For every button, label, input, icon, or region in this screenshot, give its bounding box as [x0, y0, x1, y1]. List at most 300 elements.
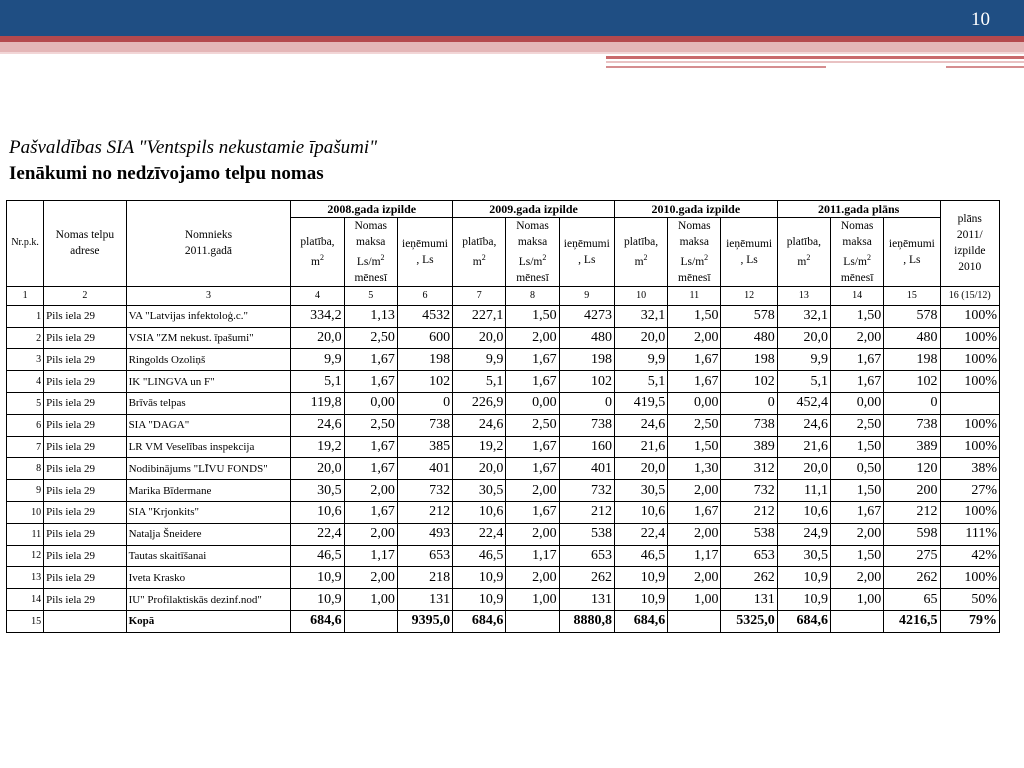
- row-number: 9: [7, 480, 44, 502]
- row-value: 1,50: [506, 305, 559, 327]
- row-value: 198: [884, 349, 940, 371]
- row-percent: 100%: [940, 371, 999, 393]
- row-value: 738: [397, 414, 452, 436]
- row-value: 2,00: [506, 523, 559, 545]
- row-address: Pils iela 29: [44, 545, 126, 567]
- row-value: 2,00: [668, 523, 721, 545]
- header-plan: plāns 2011/ izpilde 2010: [940, 201, 999, 287]
- row-value: 538: [721, 523, 777, 545]
- header-group-2009: 2009.gada izpilde: [453, 201, 615, 218]
- row-value: 9,9: [453, 349, 506, 371]
- row-value: 10,9: [453, 567, 506, 589]
- row-percent: 42%: [940, 545, 999, 567]
- row-value: 1,67: [831, 502, 884, 524]
- row-percent: 100%: [940, 349, 999, 371]
- table-row: [7, 371, 1000, 393]
- row-value: 10,6: [777, 502, 830, 524]
- row-value: 0,00: [344, 393, 397, 415]
- header-area: platība, $m^2$: [614, 218, 667, 287]
- row-value: 24,6: [777, 414, 830, 436]
- row-value: 334,2: [291, 305, 344, 327]
- row-value: 19,2: [453, 436, 506, 458]
- column-number: 6: [397, 286, 452, 305]
- row-value: 1,67: [344, 502, 397, 524]
- row-value: 653: [721, 545, 777, 567]
- row-percent: 100%: [940, 567, 999, 589]
- table-row: [7, 567, 1000, 589]
- row-number: 8: [7, 458, 44, 480]
- row-address: Pils iela 29: [44, 502, 126, 524]
- row-percent: 100%: [940, 305, 999, 327]
- row-value: 389: [721, 436, 777, 458]
- row-percent: [940, 393, 999, 415]
- row-value: 212: [721, 502, 777, 524]
- row-tenant: Brīvās telpas: [126, 393, 291, 415]
- decor-stripe: [946, 66, 1024, 68]
- row-value: 24,6: [453, 414, 506, 436]
- table-row: [7, 393, 1000, 415]
- row-value: 4273: [559, 305, 614, 327]
- row-number: 14: [7, 589, 44, 611]
- row-address: Pils iela 29: [44, 589, 126, 611]
- row-number: 7: [7, 436, 44, 458]
- row-value: 10,6: [453, 502, 506, 524]
- decor-stripe: [606, 61, 1024, 63]
- row-value: 198: [721, 349, 777, 371]
- row-value: 0,50: [831, 458, 884, 480]
- title-bar: [0, 0, 1024, 36]
- row-value: 2,00: [344, 480, 397, 502]
- total-value: [668, 610, 721, 632]
- total-value: 684,6: [291, 610, 344, 632]
- row-value: 2,50: [506, 414, 559, 436]
- table-row: [7, 458, 1000, 480]
- row-value: 1,50: [668, 436, 721, 458]
- header-group-row: [7, 201, 1000, 218]
- row-value: 1,50: [831, 436, 884, 458]
- row-value: 212: [559, 502, 614, 524]
- row-address: Pils iela 29: [44, 414, 126, 436]
- row-value: 493: [397, 523, 452, 545]
- row-tenant: Tautas skaitīšanai: [126, 545, 291, 567]
- header-tenant: Nomnieks 2011.gadā: [126, 201, 291, 287]
- row-value: 1,30: [668, 458, 721, 480]
- row-value: 1,67: [344, 436, 397, 458]
- row-value: 4532: [397, 305, 452, 327]
- table-row: [7, 327, 1000, 349]
- column-number: 1: [7, 286, 44, 305]
- column-number: 2: [44, 286, 126, 305]
- row-value: 1,17: [344, 545, 397, 567]
- row-value: 1,67: [344, 458, 397, 480]
- row-number: 3: [7, 349, 44, 371]
- row-value: 578: [884, 305, 940, 327]
- row-value: 22,4: [453, 523, 506, 545]
- column-number: 14: [831, 286, 884, 305]
- table-row: [7, 436, 1000, 458]
- row-value: 2,00: [668, 480, 721, 502]
- row-number: 11: [7, 523, 44, 545]
- header-area: platība, $m^2$: [291, 218, 344, 287]
- row-value: 0: [397, 393, 452, 415]
- row-value: 1,67: [831, 371, 884, 393]
- row-value: 24,9: [777, 523, 830, 545]
- row-tenant: LR VM Veselības inspekcija: [126, 436, 291, 458]
- column-number: 7: [453, 286, 506, 305]
- row-value: 0: [559, 393, 614, 415]
- header-address: Nomas telpu adrese: [44, 201, 126, 287]
- row-address: Pils iela 29: [44, 305, 126, 327]
- total-value: 684,6: [777, 610, 830, 632]
- row-value: 2,50: [831, 414, 884, 436]
- row-value: 30,5: [453, 480, 506, 502]
- row-value: 20,0: [291, 458, 344, 480]
- decor-stripe: [606, 56, 1024, 59]
- row-value: 2,00: [344, 523, 397, 545]
- table-row: [7, 545, 1000, 567]
- row-percent: 27%: [940, 480, 999, 502]
- slide-number: 10: [971, 9, 990, 30]
- column-number: 15: [884, 286, 940, 305]
- row-value: 24,6: [291, 414, 344, 436]
- column-number: 4: [291, 286, 344, 305]
- row-address: Pils iela 29: [44, 436, 126, 458]
- row-value: 46,5: [453, 545, 506, 567]
- row-value: 653: [397, 545, 452, 567]
- total-value: 684,6: [453, 610, 506, 632]
- row-number: 5: [7, 393, 44, 415]
- decor-stripe: [0, 42, 1024, 52]
- header-income: ieņēmumi , Ls: [884, 218, 940, 287]
- column-number: 11: [668, 286, 721, 305]
- row-value: 1,67: [506, 349, 559, 371]
- total-blank: [44, 610, 126, 632]
- row-value: 1,67: [506, 436, 559, 458]
- column-number: 16 (15/12): [940, 286, 999, 305]
- row-value: 11,1: [777, 480, 830, 502]
- row-value: 20,0: [614, 458, 667, 480]
- row-value: 275: [884, 545, 940, 567]
- row-tenant: IU" Profilaktiskās dezinf.nod": [126, 589, 291, 611]
- row-address: Pils iela 29: [44, 567, 126, 589]
- row-value: 738: [559, 414, 614, 436]
- row-value: 401: [559, 458, 614, 480]
- row-address: Pils iela 29: [44, 480, 126, 502]
- row-value: 0,00: [506, 393, 559, 415]
- header-group-2010: 2010.gada izpilde: [614, 201, 777, 218]
- row-value: 22,4: [291, 523, 344, 545]
- row-value: 480: [559, 327, 614, 349]
- row-number: 6: [7, 414, 44, 436]
- row-value: 452,4: [777, 393, 830, 415]
- row-value: 1,13: [344, 305, 397, 327]
- row-address: Pils iela 29: [44, 371, 126, 393]
- row-value: 46,5: [291, 545, 344, 567]
- header-rate: Nomas maksa $Ls/m^2$ mēnesī: [506, 218, 559, 287]
- row-value: 19,2: [291, 436, 344, 458]
- row-value: 732: [397, 480, 452, 502]
- row-tenant: SIA "Krjonkits": [126, 502, 291, 524]
- row-value: 653: [559, 545, 614, 567]
- row-value: 32,1: [614, 305, 667, 327]
- row-value: 578: [721, 305, 777, 327]
- row-value: 65: [884, 589, 940, 611]
- row-value: 20,0: [453, 327, 506, 349]
- row-value: 5,1: [291, 371, 344, 393]
- total-value: 4216,5: [884, 610, 940, 632]
- row-value: 20,0: [777, 458, 830, 480]
- total-value: [344, 610, 397, 632]
- column-number: 13: [777, 286, 830, 305]
- row-value: 1,50: [668, 305, 721, 327]
- row-value: 1,67: [506, 458, 559, 480]
- row-value: 30,5: [614, 480, 667, 502]
- row-number: 13: [7, 567, 44, 589]
- row-percent: 100%: [940, 436, 999, 458]
- row-value: 131: [721, 589, 777, 611]
- row-value: 24,6: [614, 414, 667, 436]
- row-value: 1,67: [831, 349, 884, 371]
- row-tenant: Nataļja Šneidere: [126, 523, 291, 545]
- row-value: 32,1: [777, 305, 830, 327]
- total-percent: 79%: [940, 610, 999, 632]
- row-address: Pils iela 29: [44, 458, 126, 480]
- row-value: 200: [884, 480, 940, 502]
- total-row: [7, 610, 1000, 632]
- header-rate: Nomas maksa $Ls/m^2$ mēnesī: [344, 218, 397, 287]
- header-area: platība, $m^2$: [777, 218, 830, 287]
- total-value: 5325,0: [721, 610, 777, 632]
- row-value: 1,17: [506, 545, 559, 567]
- row-value: 1,67: [668, 502, 721, 524]
- row-value: 312: [721, 458, 777, 480]
- table-row: [7, 349, 1000, 371]
- total-label: Kopā: [126, 610, 291, 632]
- header-rate: Nomas maksa $Ls/m^2$ mēnesī: [668, 218, 721, 287]
- row-value: 1,67: [344, 371, 397, 393]
- row-value: 30,5: [291, 480, 344, 502]
- row-value: 401: [397, 458, 452, 480]
- row-value: 2,00: [344, 567, 397, 589]
- row-value: 538: [559, 523, 614, 545]
- row-value: 1,67: [344, 349, 397, 371]
- row-value: 198: [559, 349, 614, 371]
- row-value: 2,00: [506, 480, 559, 502]
- header-group-2011: 2011.gada plāns: [777, 201, 940, 218]
- row-value: 10,9: [777, 567, 830, 589]
- row-tenant: SIA "DAGA": [126, 414, 291, 436]
- row-value: 9,9: [614, 349, 667, 371]
- row-value: 212: [884, 502, 940, 524]
- row-value: 5,1: [777, 371, 830, 393]
- row-value: 0: [884, 393, 940, 415]
- row-value: 9,9: [291, 349, 344, 371]
- header-group-2008: 2008.gada izpilde: [291, 201, 453, 218]
- row-value: 600: [397, 327, 452, 349]
- row-value: 2,00: [831, 567, 884, 589]
- row-value: 102: [721, 371, 777, 393]
- row-value: 5,1: [453, 371, 506, 393]
- row-value: 20,0: [453, 458, 506, 480]
- row-percent: 100%: [940, 327, 999, 349]
- total-value: [831, 610, 884, 632]
- row-value: 1,50: [831, 545, 884, 567]
- row-value: 1,00: [506, 589, 559, 611]
- total-value: 9395,0: [397, 610, 452, 632]
- row-value: 119,8: [291, 393, 344, 415]
- rental-income-table: [6, 200, 1000, 633]
- row-tenant: Ringolds Ozoliņš: [126, 349, 291, 371]
- row-address: Pils iela 29: [44, 349, 126, 371]
- row-value: 9,9: [777, 349, 830, 371]
- row-value: 22,4: [614, 523, 667, 545]
- decor-stripe: [606, 66, 826, 68]
- row-percent: 50%: [940, 589, 999, 611]
- row-value: 21,6: [777, 436, 830, 458]
- table-row: [7, 523, 1000, 545]
- total-value: [506, 610, 559, 632]
- row-tenant: Marika Bīdermane: [126, 480, 291, 502]
- total-number: 15: [7, 610, 44, 632]
- row-value: 2,00: [506, 567, 559, 589]
- row-value: 198: [397, 349, 452, 371]
- header-rate: Nomas maksa $Ls/m^2$ mēnesī: [831, 218, 884, 287]
- row-value: 227,1: [453, 305, 506, 327]
- row-value: 1,67: [506, 502, 559, 524]
- row-number: 10: [7, 502, 44, 524]
- row-value: 21,6: [614, 436, 667, 458]
- row-value: 389: [884, 436, 940, 458]
- row-value: 1,50: [831, 305, 884, 327]
- row-value: 5,1: [614, 371, 667, 393]
- row-value: 1,00: [831, 589, 884, 611]
- total-value: 8880,8: [559, 610, 614, 632]
- header-income: ieņēmumi , Ls: [559, 218, 614, 287]
- row-percent: 38%: [940, 458, 999, 480]
- row-tenant: VSIA "ZM nekust. īpašumi": [126, 327, 291, 349]
- row-percent: 111%: [940, 523, 999, 545]
- row-value: 20,0: [777, 327, 830, 349]
- column-number: 3: [126, 286, 291, 305]
- row-value: 160: [559, 436, 614, 458]
- row-number: 2: [7, 327, 44, 349]
- row-value: 732: [559, 480, 614, 502]
- row-value: 102: [397, 371, 452, 393]
- row-value: 10,9: [614, 567, 667, 589]
- row-value: 732: [721, 480, 777, 502]
- row-value: 262: [721, 567, 777, 589]
- row-value: 0,00: [668, 393, 721, 415]
- row-value: 2,00: [506, 327, 559, 349]
- column-number-row: [7, 286, 1000, 305]
- organization-title: Pašvaldības SIA "Ventspils nekustamie īpašumi": [9, 137, 378, 158]
- row-value: 30,5: [777, 545, 830, 567]
- table-row: [7, 502, 1000, 524]
- row-value: 1,00: [344, 589, 397, 611]
- row-value: 1,00: [668, 589, 721, 611]
- row-value: 738: [884, 414, 940, 436]
- row-value: 598: [884, 523, 940, 545]
- row-value: 738: [721, 414, 777, 436]
- row-value: 2,00: [668, 327, 721, 349]
- row-value: 0: [721, 393, 777, 415]
- row-value: 2,50: [344, 327, 397, 349]
- header-income: ieņēmumi , Ls: [397, 218, 452, 287]
- row-value: 131: [397, 589, 452, 611]
- row-value: 120: [884, 458, 940, 480]
- row-value: 262: [559, 567, 614, 589]
- page-title: Ienākumi no nedzīvojamo telpu nomas: [9, 163, 324, 184]
- table-row: [7, 480, 1000, 502]
- row-value: 10,9: [453, 589, 506, 611]
- row-value: 385: [397, 436, 452, 458]
- row-value: 2,50: [668, 414, 721, 436]
- row-value: 1,67: [668, 349, 721, 371]
- row-value: 2,00: [668, 567, 721, 589]
- row-value: 102: [559, 371, 614, 393]
- row-address: Pils iela 29: [44, 327, 126, 349]
- row-value: 131: [559, 589, 614, 611]
- row-value: 10,6: [614, 502, 667, 524]
- row-value: 218: [397, 567, 452, 589]
- row-number: 4: [7, 371, 44, 393]
- row-value: 212: [397, 502, 452, 524]
- row-value: 10,9: [777, 589, 830, 611]
- row-tenant: Nodibinājums "LĪVU FONDS": [126, 458, 291, 480]
- row-value: 2,00: [831, 327, 884, 349]
- row-number: 1: [7, 305, 44, 327]
- row-address: Pils iela 29: [44, 393, 126, 415]
- row-value: 2,00: [831, 523, 884, 545]
- row-value: 1,17: [668, 545, 721, 567]
- header-nr: Nr.p.k.: [7, 201, 44, 287]
- row-value: 480: [721, 327, 777, 349]
- row-value: 262: [884, 567, 940, 589]
- row-value: 10,9: [291, 589, 344, 611]
- row-value: 419,5: [614, 393, 667, 415]
- row-value: 20,0: [291, 327, 344, 349]
- column-number: 10: [614, 286, 667, 305]
- row-value: 102: [884, 371, 940, 393]
- row-value: 0,00: [831, 393, 884, 415]
- row-value: 10,6: [291, 502, 344, 524]
- column-number: 5: [344, 286, 397, 305]
- row-value: 2,50: [344, 414, 397, 436]
- table-row: [7, 305, 1000, 327]
- row-tenant: IK "LINGVA un F": [126, 371, 291, 393]
- header-area: platība, $m^2$: [453, 218, 506, 287]
- row-value: 1,67: [668, 371, 721, 393]
- row-percent: 100%: [940, 414, 999, 436]
- table-row: [7, 589, 1000, 611]
- row-number: 12: [7, 545, 44, 567]
- row-value: 1,50: [831, 480, 884, 502]
- row-value: 46,5: [614, 545, 667, 567]
- table-row: [7, 414, 1000, 436]
- total-value: 684,6: [614, 610, 667, 632]
- row-tenant: VA "Latvijas infektoloģ.c.": [126, 305, 291, 327]
- row-value: 480: [884, 327, 940, 349]
- row-value: 226,9: [453, 393, 506, 415]
- decor-stripe: [0, 52, 1024, 54]
- column-number: 9: [559, 286, 614, 305]
- row-percent: 100%: [940, 502, 999, 524]
- header-income: ieņēmumi , Ls: [721, 218, 777, 287]
- row-value: 10,9: [614, 589, 667, 611]
- row-value: 10,9: [291, 567, 344, 589]
- row-tenant: Iveta Krasko: [126, 567, 291, 589]
- row-address: Pils iela 29: [44, 523, 126, 545]
